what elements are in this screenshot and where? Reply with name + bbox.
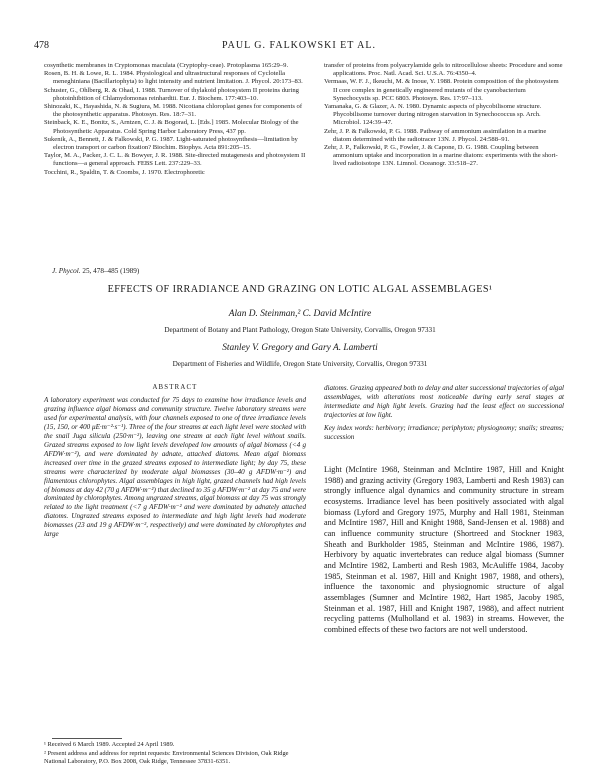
page-header	[34, 40, 564, 52]
reference-entry: Tocchini, R., Spaldin, T. & Coombs, J. 1970. Electrophoretic	[44, 168, 205, 176]
references-left-column	[44, 62, 306, 177]
authors-line-1: Alan D. Steinman,² C. David McIntire	[228, 309, 372, 319]
footnote-received: ¹ Received 6 March 1989. Accepted 24 April 1989.	[44, 741, 175, 748]
reference-entry: Shinozaki, K., Hayashida, N. & Sugiura, M. 1988. Nicotiana chloroplast genes for components of the photosynthetic apparatus. Photosyn. Res. 18:7–31.	[44, 103, 303, 119]
abstract-text-left: A laboratory experiment was conducted for 75 days to examine how irradiance levels and grazing influence algal biomass and community structure. Twelve laboratory streams were used for experimental analysis, with four channels exposed to one of three irradiance levels (15, 150, or 400 μE·m⁻²·s⁻¹). Three of the four streams at each light level were stocked with the snail Juga silicula (250·m⁻²), leaving one stream at each light level without snails. Grazed streams exposed to low light levels developed low amounts of algal biomass (<4 g AFDW·m⁻²), and were dominated by adnate, attached diatoms. Mean algal biomass increased over time in the grazed streams exposed to intermediate light; by day 75, these streams were characterized by moderate algal biomasses (30–40 g AFDW·m⁻²) and filamentous chlorophytes. Algal assemblages in high light, grazed channels had high levels of biomass at day 42 (70 g AFDW·m⁻²) that declined to 35 g AFDW·m⁻² at day 75 and were dominated by chlorophytes. Among ungrazed streams, algal biomass at day 75 was strongly related to the light treatment (<7 g AFDW·m⁻² and were dominated by adnately attached diatoms. Ungrazed streams exposed to intermediate and high light levels had moderate biomasses (23 and 19 g AFDW·m⁻², respectively) and were dominated by chlorophytes and large	[44, 396, 306, 539]
key-index-words: Key index words: herbivory; irradiance; periphyton; physiognomy; snails; streams; succession	[324, 424, 564, 441]
reference-entry: Yamanaka, G. & Glazer, A. N. 1980. Dynamic aspects of phycobilisome structure. Phycobilisome turnover during nitrogen starvation in Synechococcus sp. Arch. Microbiol. 124:39–47.	[324, 103, 542, 127]
abstract-text-right: diatoms. Grazing appeared both to delay and alter successional trajectories of algal assemblages, with alterations most noticeable during early seral stages at intermediate and high light levels. Grazing had the least effect on successional trajectories at low light.	[324, 384, 564, 419]
reference-entry: Sukenik, A., Bennett, J. & Falkowski, P. G. 1987. Light-saturated photosynthesis—limitation by electron transport or carbon fixation? Biochim. Biophys. Acta 891:205–15.	[44, 135, 298, 152]
page-number: 478	[34, 40, 49, 51]
reference-entry: Vermaas, W. F. J., Ikeuchi, M. & Inoue, Y. 1988. Protein composition of the photosystem II core complex in genetically engineered mutants of the cyanobacterium Synechocystis sp. PCC 6803. Photosyn. Res. 17:97–113.	[324, 78, 559, 102]
journal-citation	[52, 267, 139, 275]
reference-entry: Taylor, M. A., Packer, J. C. L. & Bowyer, J. R. 1988. Site-directed mutagenesis and photosystem II functions—a general approach. FEBS Lett. 237:229–33.	[44, 152, 306, 168]
reference-entry: Zehr, J. P., Falkowski, P. G., Fowler, J. & Capone, D. G. 1988. Coupling between ammonium uptake and incorporation in a marine diatom: experiments with the short-lived radioisotope 13N. Limnol. Oceanogr. 33:518–27.	[324, 144, 558, 168]
journal-volume-pages: 25, 478–485 (1989)	[82, 267, 140, 275]
references-right-column	[324, 62, 564, 169]
footnote-divider	[52, 738, 122, 739]
affiliation-1: Department of Botany and Plant Pathology, Oregon State University, Corvallis, Oregon 97331	[164, 326, 436, 334]
reference-entry: Steinback, K. E., Bonitz, S., Arntzen, C. J. & Bogorad, L. [Eds.] 1985. Molecular Biology of the Photosynthetic Apparatus. Cold Spring Harbor Laboratory Press, 437 pp.	[44, 119, 299, 135]
reference-entry: cosynthetic membranes in Cryptomonas maculata (Cryptophy-ceae). Protoplasma 165:29–9.	[44, 62, 289, 69]
affiliation-2: Department of Fisheries and Wildlife, Oregon State University, Corvallis, Oregon 97331	[172, 360, 428, 368]
reference-entry: Rosen, B. H. & Lowe, R. L. 1984. Physiological and ultrastructural responses of Cyclotella meneghiniana (Bacillariophyta) to light intensity and nutrient limitation. J. Phycol. 20:173–83.	[44, 70, 303, 86]
footnote-address: ² Present address and address for reprint requests: Environmental Sciences Division, Oak Ridge National Laboratory, P.O. Box 2008, Oak Ridge, Tennessee 37831-6351.	[44, 750, 289, 765]
article-title: EFFECTS OF IRRADIANCE AND GRAZING ON LOTIC ALGAL ASSEMBLAGES¹	[107, 284, 493, 295]
authors-line-2: Stanley V. Gregory and Gary A. Lamberti	[222, 343, 378, 353]
abstract-heading: ABSTRACT	[152, 384, 198, 391]
reference-entry: transfer of proteins from polyacrylamide gels to nitrocellulose sheets: Procedure and some applications. Proc. Natl. Acad. Sci. U.S.A. 76:4350–4.	[324, 62, 563, 78]
reference-entry: Zehr, J. P. & Falkowski, P. G. 1988. Pathway of ammonium assimilation in a marine diatom determined with the radiotracer 13N. J. Phycol. 24:588–91.	[324, 127, 547, 143]
journal-name: J. Phycol.	[52, 267, 81, 275]
body-paragraph: Light (McIntire 1968, Steinman and McIntire 1987, Hill and Knight 1988) and grazing activity (Gregory 1983, Lamberti and Resh 1983) can strongly influence algal dynamics and community structure in stream ecosystems. Irradiance level has been positively associated with algal biomass (Lyford and Gregory 1975, Murphy and Hall 1981, Steinman and McIntire 1987, Hill and Knight 1988, Sand-Jensen et al. 1988) and can influence community structure (Shortreed and Stockner 1983, Sheath and Burkholder 1985, Steinman and McIntire 1986, 1987). Herbivory by aquatic invertebrates can reduce algal biomass (Sumner and McIntire 1982, Lamberti and Resh 1983, McAuliffe 1984, Jacoby 1985, Steinman et al. 1987, Hill and Knight 1987, 1988, and others), influence the taxonomic and physiognomic structure of algal assemblages (Sumner and McIntire 1982, Hart 1985, Jacoby 1985, Steinman et al. 1987, Hill and Knight 1987, 1988), and affect nutrient recycling patterns (Mulholland et al. 1983) in streams. However, the combined effects of these two factors are not well understood.	[324, 465, 564, 634]
running-head: PAUL G. FALKOWSKI ET AL.	[221, 40, 376, 51]
reference-entry: Schuster, G., Ohlberg, R. & Ohad, I. 1988. Turnover of thylakoid photosystem II proteins during photoinhibition of Chlamydomonas reinhardtii. Eur. J. Biochem. 177:403–10.	[44, 86, 299, 102]
